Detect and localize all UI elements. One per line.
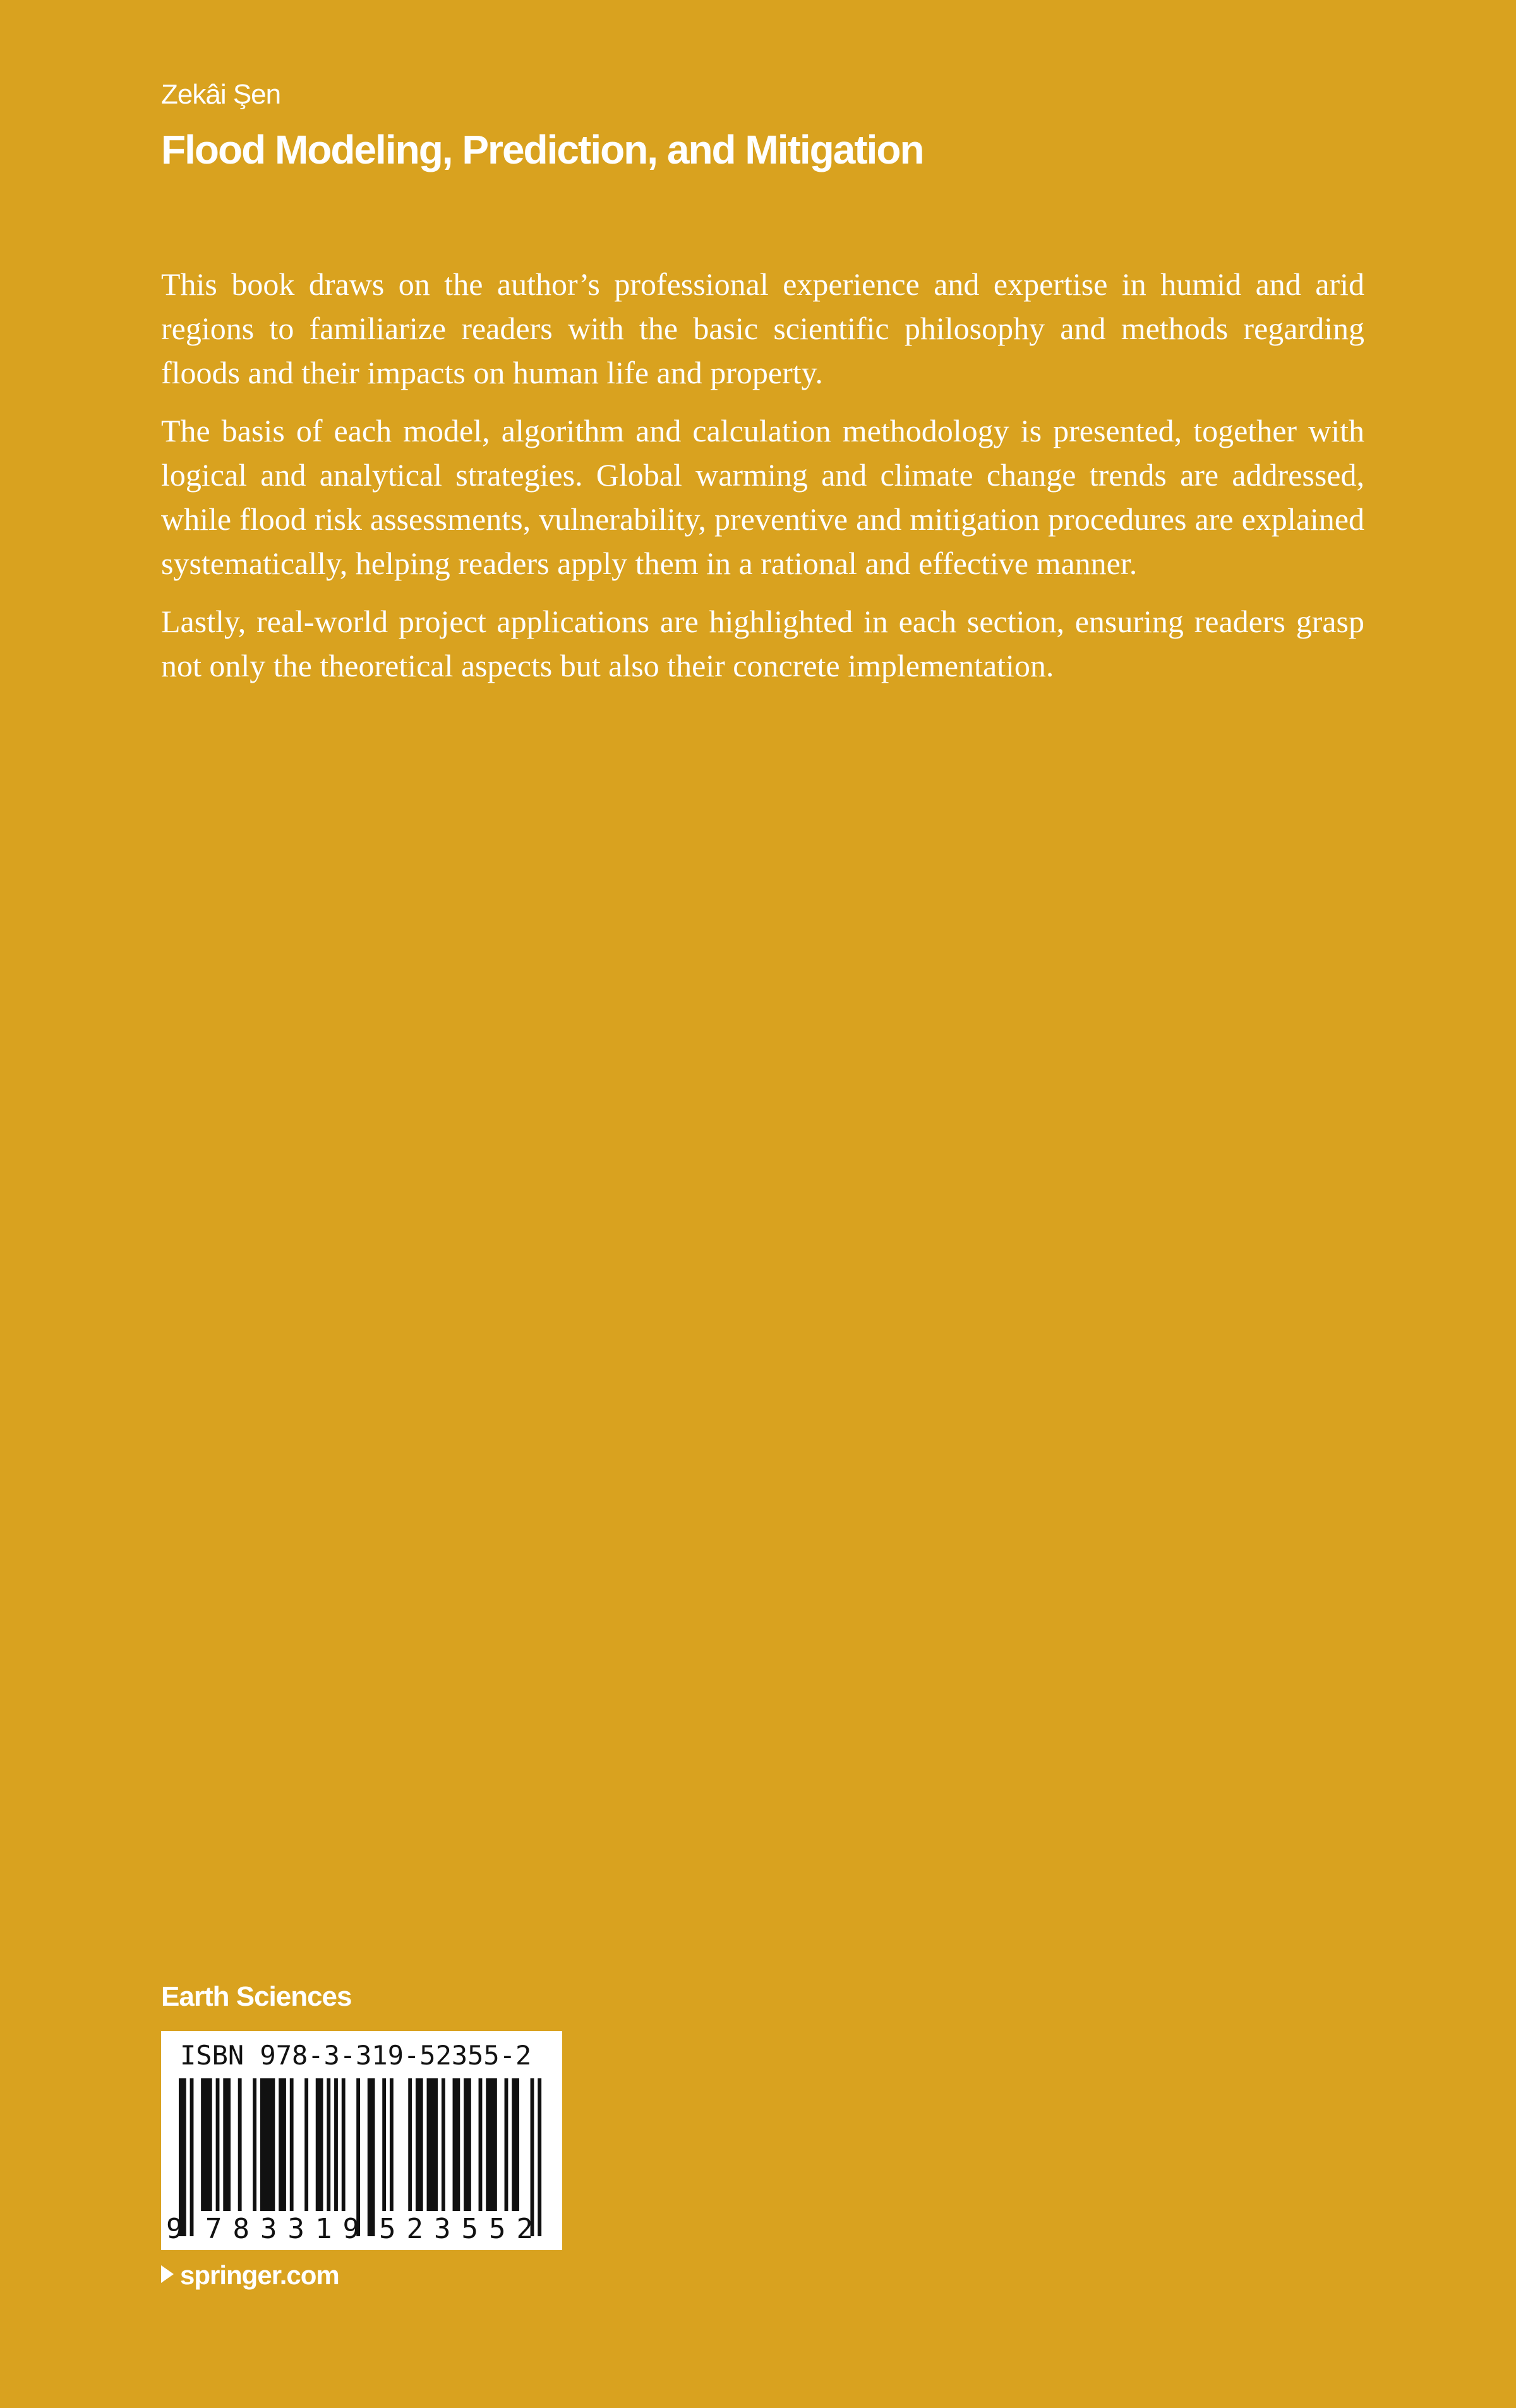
barcode-bar: [327, 2078, 330, 2211]
description-paragraph: This book draws on the author’s professional experience and expertise in humid and arid regions to familiarize readers with the basic scientific philosophy and methods regarding floods and their impacts on human life and property.: [161, 267, 1364, 390]
isbn-barcode-box: [161, 2031, 562, 2250]
barcode-first-digit: 9: [166, 2213, 183, 2245]
barcode-bar: [334, 2078, 338, 2211]
barcode-bar: [464, 2078, 471, 2211]
barcode-bar: [216, 2078, 220, 2211]
barcode-bar: [382, 2078, 386, 2211]
barcode-bar: [253, 2078, 256, 2211]
barcode-bar: [512, 2078, 519, 2211]
barcode-bar: [260, 2078, 275, 2211]
barcode-bar: [201, 2078, 212, 2211]
subject-category: Earth Sciences: [161, 1981, 352, 2012]
barcode-bar: [427, 2078, 438, 2211]
barcode-bar: [190, 2078, 194, 2236]
description-paragraph: Lastly, real-world project applications are highlighted in each section, ensuring readers grasp not only the theoretical aspects but also their concrete implementation.: [161, 604, 1364, 683]
isbn-label: ISBN 978-3-319-52355-2: [180, 2040, 532, 2071]
barcode-bar: [342, 2078, 346, 2211]
publisher-website: [161, 2262, 339, 2289]
barcode-bar: [479, 2078, 483, 2211]
barcode-right-digits: 523552: [379, 2213, 544, 2245]
barcode-bar: [453, 2078, 460, 2211]
barcode-bar: [505, 2078, 508, 2211]
barcode-bar: [408, 2078, 412, 2211]
barcode-bar: [486, 2078, 497, 2211]
website-text: springer.com: [180, 2260, 339, 2290]
arrow-right-icon: [161, 2265, 174, 2283]
barcode-left-digits: 783319: [205, 2213, 370, 2245]
barcode-bar: [223, 2078, 231, 2211]
barcode-bar: [390, 2078, 394, 2211]
barcode-bar: [442, 2078, 445, 2211]
barcode-bar: [416, 2078, 423, 2211]
author-name: Zekâi Şen: [161, 79, 281, 110]
barcode-bar: [238, 2078, 242, 2211]
barcode-bar: [316, 2078, 323, 2211]
barcode-bar: [304, 2078, 308, 2211]
book-description: [161, 262, 1364, 702]
barcode-bar: [290, 2078, 294, 2211]
barcode-bar: [279, 2078, 286, 2211]
book-title: Flood Modeling, Prediction, and Mitigation: [161, 127, 923, 172]
description-paragraph: The basis of each model, algorithm and calculation methodology is presented, together with logical and analytical strategies. Global warming and climate change trends are addressed, while flood risk assessments, vulnerability, preventive and mitigation procedures are explained systematically, helping readers apply them in a rational and effective manner.: [161, 413, 1364, 581]
